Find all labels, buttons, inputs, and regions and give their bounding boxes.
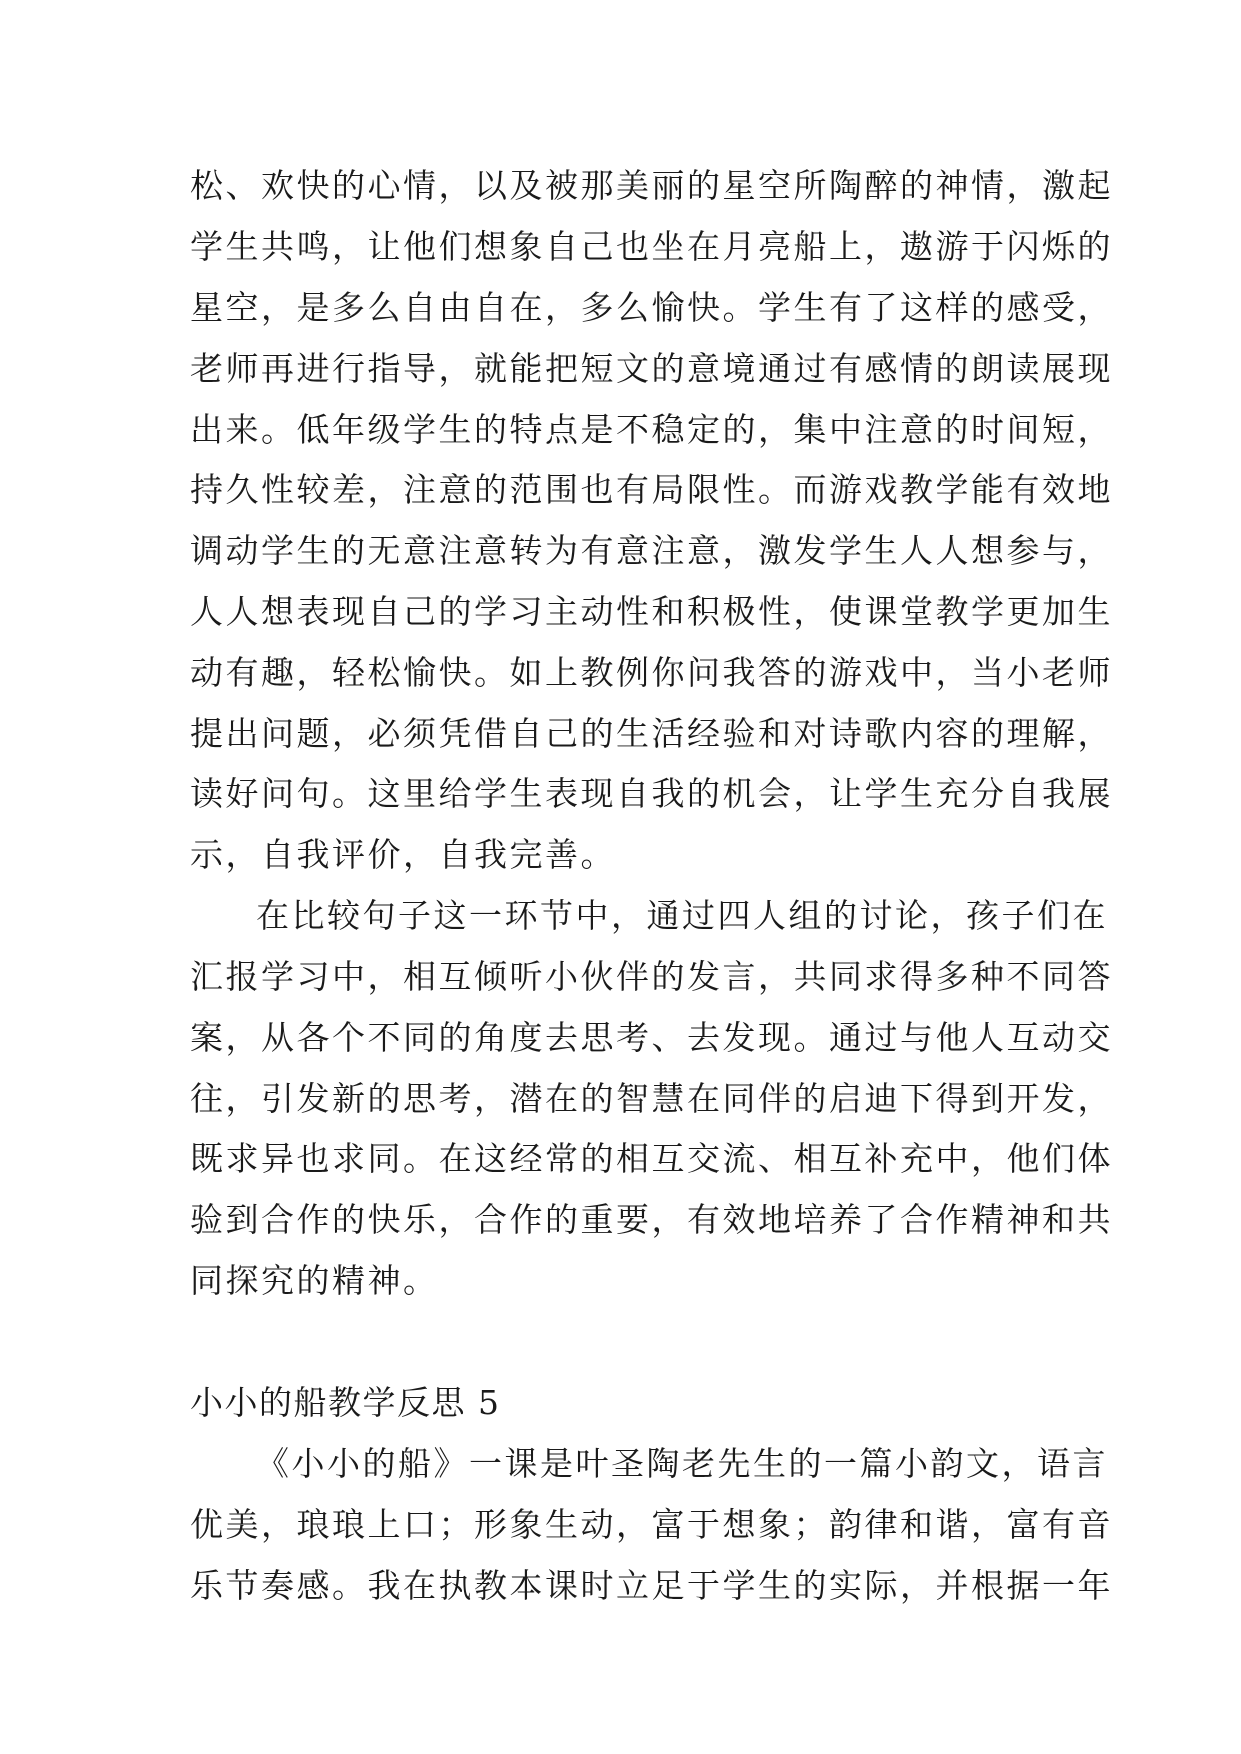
paragraph-line: 同探究的精神。: [190, 1261, 439, 1300]
paragraph-line: 既求异也求同。在这经常的相互交流、相互补充中，他们体: [190, 1139, 1113, 1178]
paragraph-line: 验到合作的快乐，合作的重要，有效地培养了合作精神和共: [190, 1200, 1113, 1239]
paragraph-line: 提出问题，必须凭借自己的生活经验和对诗歌内容的理解，: [190, 714, 1113, 753]
paragraph-line: 持久性较差，注意的范围也有局限性。而游戏教学能有效地: [190, 470, 1113, 509]
paragraph-line: 调动学生的无意注意转为有意注意，激发学生人人想参与，: [190, 531, 1113, 570]
paragraph-line: 在比较句子这一环节中，通过四人组的讨论，孩子们在: [256, 896, 1108, 935]
paragraph-line: 老师再进行指导，就能把短文的意境通过有感情的朗读展现: [190, 349, 1113, 388]
paragraph-line: 往，引发新的思考，潜在的智慧在同伴的启迪下得到开发，: [190, 1079, 1113, 1118]
paragraph-line: 《小小的船》一课是叶圣陶老先生的一篇小韵文，语言: [256, 1444, 1108, 1483]
paragraph-line: 人人想表现自己的学习主动性和积极性，使课堂教学更加生: [190, 592, 1113, 631]
paragraph-line: 乐节奏感。我在执教本课时立足于学生的实际，并根据一年: [190, 1566, 1113, 1605]
paragraph-line: 优美，琅琅上口；形象生动，富于想象；韵律和谐，富有音: [190, 1505, 1113, 1544]
paragraph-line: 示，自我评价，自我完善。: [190, 835, 616, 874]
section-title: 小小的船教学反思 5: [190, 1383, 501, 1422]
paragraph-line: 星空，是多么自由自在，多么愉快。学生有了这样的感受，: [190, 288, 1113, 327]
paragraph-line: 动有趣，轻松愉快。如上教例你问我答的游戏中，当小老师: [190, 653, 1113, 692]
paragraph-line: 松、欢快的心情，以及被那美丽的星空所陶醉的神情，激起: [190, 166, 1113, 205]
paragraph-line: 学生共鸣，让他们想象自己也坐在月亮船上，遨游于闪烁的: [190, 227, 1113, 266]
paragraph-line: 读好问句。这里给学生表现自我的机会，让学生充分自我展: [190, 774, 1113, 813]
paragraph-line: 出来。低年级学生的特点是不稳定的，集中注意的时间短，: [190, 410, 1113, 449]
paragraph-line: 汇报学习中，相互倾听小伙伴的发言，共同求得多种不同答: [190, 957, 1113, 996]
paragraph-line: 案，从各个不同的角度去思考、去发现。通过与他人互动交: [190, 1018, 1113, 1057]
